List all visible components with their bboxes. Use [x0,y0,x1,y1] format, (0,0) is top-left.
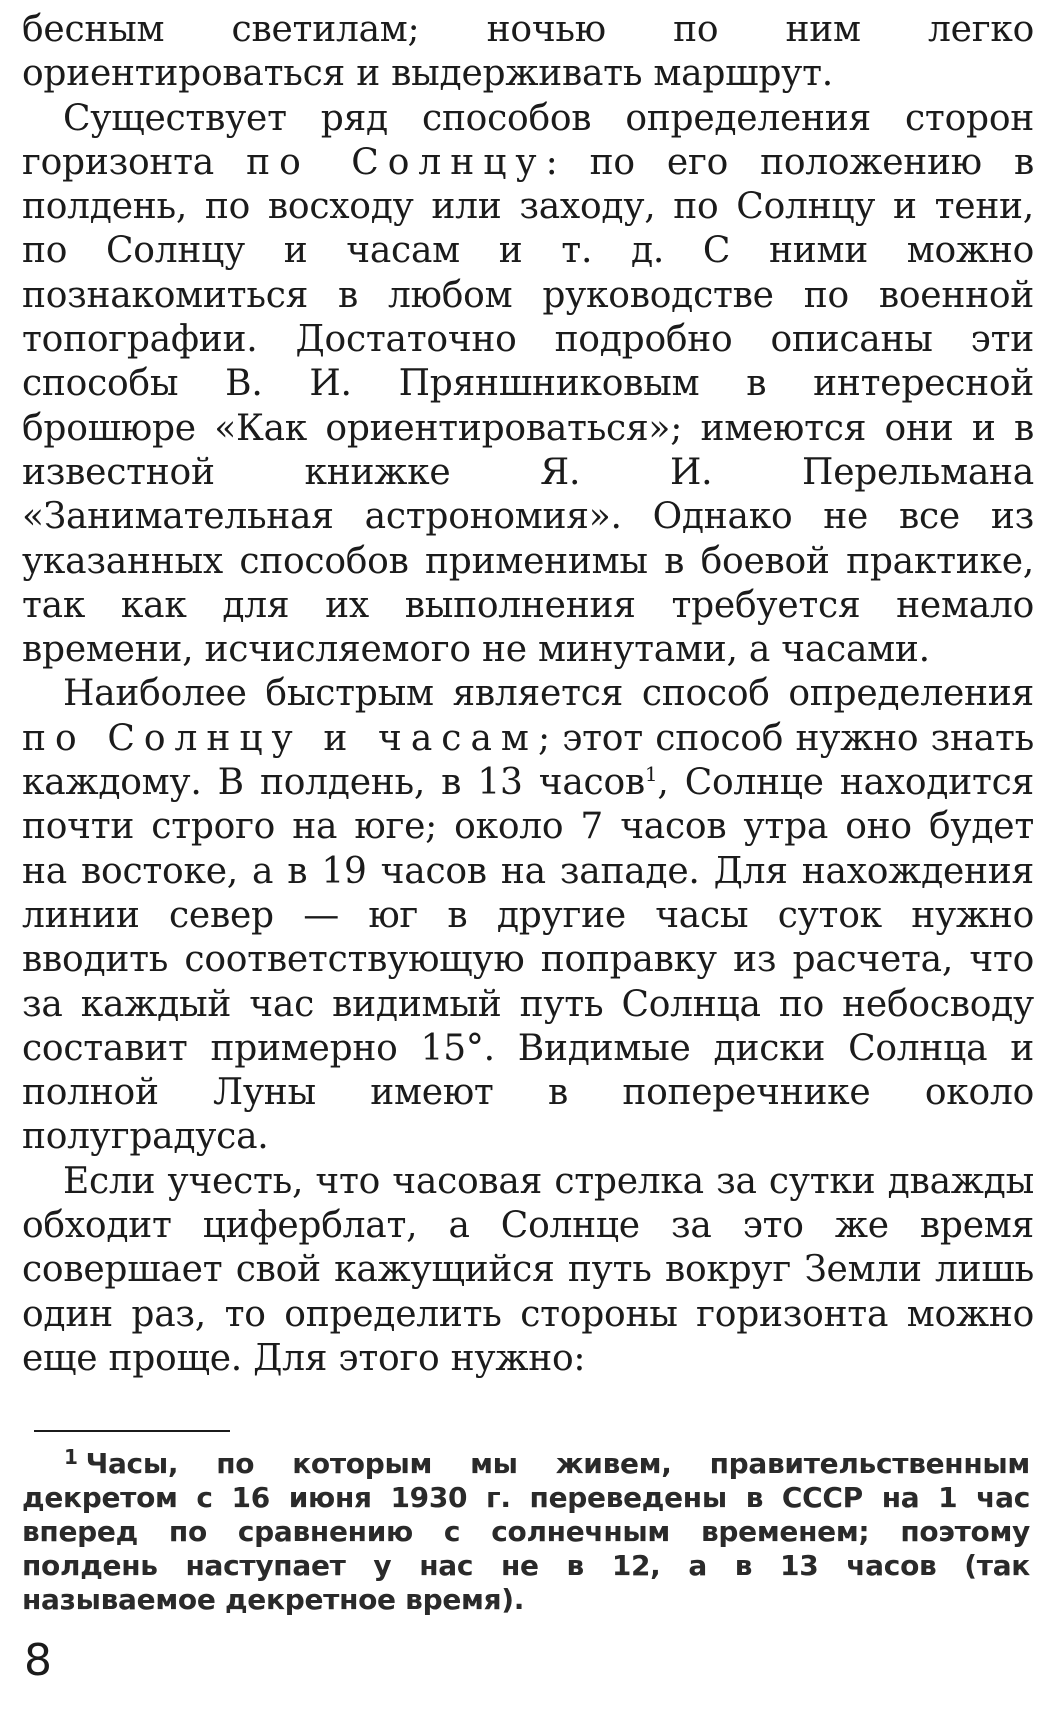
footnote-reference: 1 [644,762,658,787]
paragraph-sun-and-clock-text-end: , Солнце находится почти строго на юге; около 7 часов утра оно будет на востоке, а в 19 часов на западе. Для нахождения линии север — юг в другие часы суток нужно вводить соответствующую поправку из расчета, что за каждый час видимый путь Солнца по небосводу составит примерно 15°. Видимые диски Солнца и полной Луны имеют в поперечнике около полуградуса. [22,762,1034,1158]
paragraph-sun-methods [22,97,1034,673]
paragraph-sun-methods-text-end: : по его положению в полдень, по восходу или заходу, по Солнцу и тени, по Солнцу и часам и т. д. С ними можно познакомиться в любом руководстве по военной топографии. Достаточно подробно описаны эти способы В. И. Пряншниковым в интересной брошюре «Как ориентироваться»; имеются они и в известной книжке Я. И. Перельмана «Занимательная астрономия». Однако не все из указанных способов применимы в боевой практике, так как для их выполнения требуется немало времени, исчисляемого не минутами, а часами. [22,141,1034,671]
footnote-marker: 1 [64,1445,78,1469]
paragraph-clock-hand-text: Если учесть, что часовая стрелка за сутки дважды обходит циферблат, а Солнце за это же время совершает свой кажущийся путь вокруг Земли лишь один раз, то определить стороны горизонта можно еще проще. Для этого нужно: [22,1160,1034,1379]
paragraph-continuation [22,8,1034,97]
paragraph-clock-hand [22,1160,1034,1381]
footnote-text: Часы, по которым мы живем, правительственным декретом с 16 июня 1930 г. переведены в СССР на 1 час вперед по сравнению с солнечным временем; поэтому полдень наступает у нас не в 12, а в 13 часов (так называемое декретное время). [22,1447,1030,1616]
paragraph-continuation-text: бесным светилам; ночью по ним легко ориентироваться и выдерживать маршрут. [22,9,1034,95]
footnote-divider [34,1430,230,1432]
page-number: 8 [24,1635,52,1686]
spaced-emphasis-sun-and-clock: по Солнцу и часам [22,717,538,759]
spaced-emphasis-by-sun: по Солнцу [246,141,546,183]
paragraph-sun-and-clock-text-start: Наиболее быстрым является способ определения [63,673,1034,715]
paragraph-sun-methods-text-start: Существует ряд способов определения сторон горизонта [22,97,1034,183]
paragraph-sun-and-clock-text-middle: ; этот способ нужно знать каждому. В полдень, в 13 часов [22,717,1035,804]
footnote [22,1447,1030,1617]
paragraph-sun-and-clock [22,672,1034,1159]
page-body [22,8,1034,1381]
